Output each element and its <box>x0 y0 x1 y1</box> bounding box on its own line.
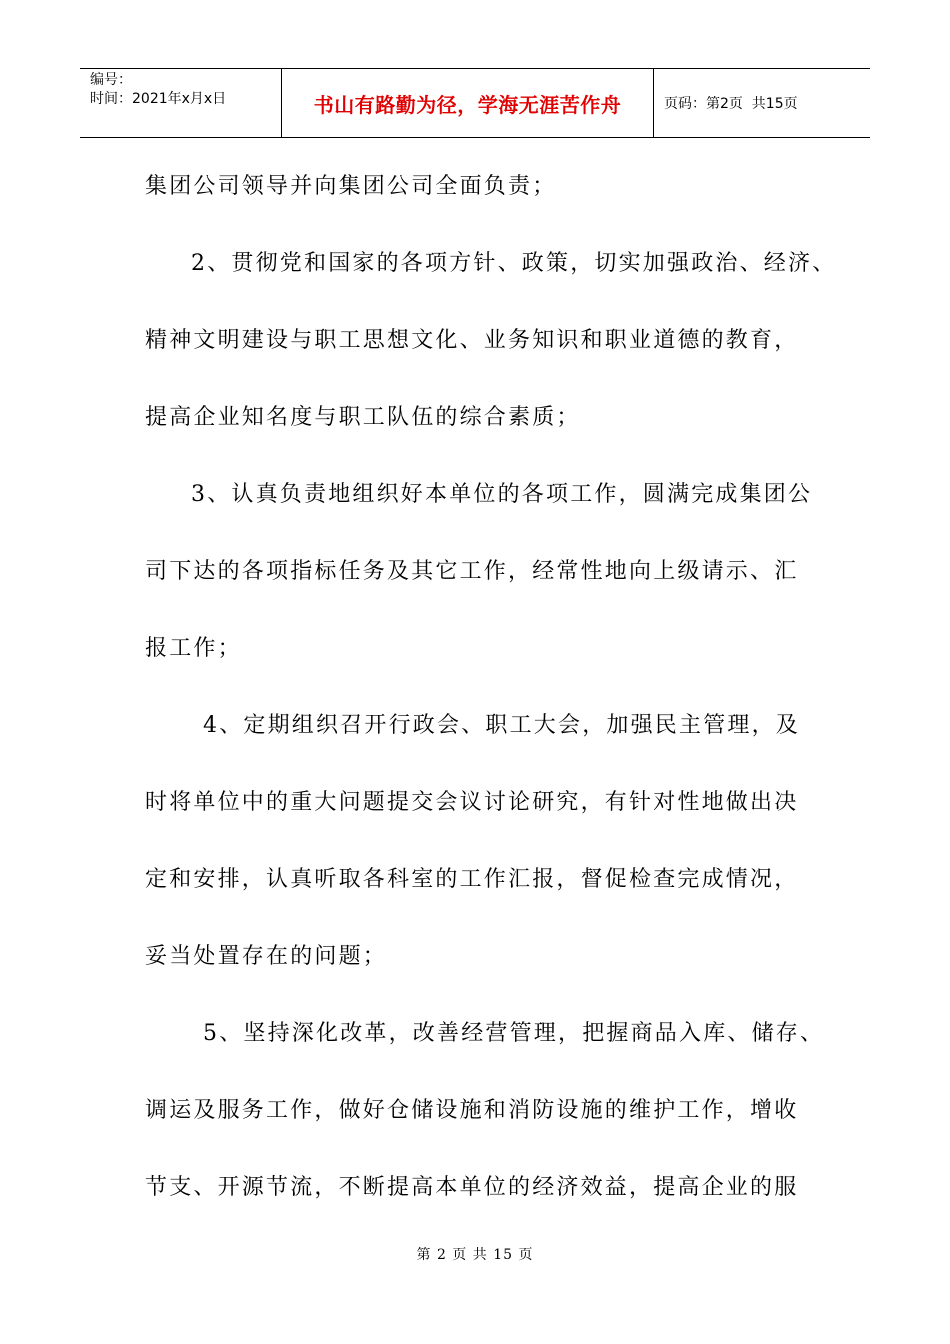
body-line: 妥当处置存在的问题； <box>145 944 388 969</box>
body-line: 5、坚持深化改革，改善经营管理，把握商品入库、储存、 <box>203 1021 825 1046</box>
body-line: 定和安排，认真听取各科室的工作汇报，督促检查完成情况， <box>145 867 799 892</box>
body-line: 调运及服务工作，做好仓储设施和消防设施的维护工作，增收 <box>145 1098 799 1123</box>
document-date-label: 时间：2021年x月x日 <box>90 91 227 107</box>
body-line: 司下达的各项指标任务及其它工作，经常性地向上级请示、汇 <box>145 559 799 584</box>
header-page-info: 页码：第2页 共15页 <box>664 96 798 112</box>
body-line: 2、贯彻党和国家的各项方针、政策，切实加强政治、经济、 <box>191 251 837 276</box>
document-header <box>80 68 870 138</box>
body-line: 报工作； <box>145 636 242 661</box>
header-meta-cell <box>80 69 282 137</box>
page-footer: 第 2 页 共 15 页 <box>416 1247 534 1263</box>
header-page-info-cell <box>654 69 870 137</box>
body-line: 精神文明建设与职工思想文化、业务知识和职业道德的教育， <box>145 328 799 353</box>
body-line: 节支、开源节流，不断提高本单位的经济效益，提高企业的服 <box>145 1175 799 1200</box>
body-line: 集团公司领导并向集团公司全面负责； <box>145 174 557 199</box>
body-line: 提高企业知名度与职工队伍的综合素质； <box>145 405 581 430</box>
header-slogan: 书山有路勤为径，学海无涯苦作舟 <box>282 69 654 137</box>
body-line: 3、认真负责地组织好本单位的各项工作，圆满完成集团公 <box>191 482 813 507</box>
document-number-label: 编号： <box>90 72 132 88</box>
body-line: 时将单位中的重大问题提交会议讨论研究，有针对性地做出决 <box>145 790 799 815</box>
document-body <box>145 162 845 1240</box>
body-line: 4、定期组织召开行政会、职工大会，加强民主管理，及 <box>203 713 800 738</box>
